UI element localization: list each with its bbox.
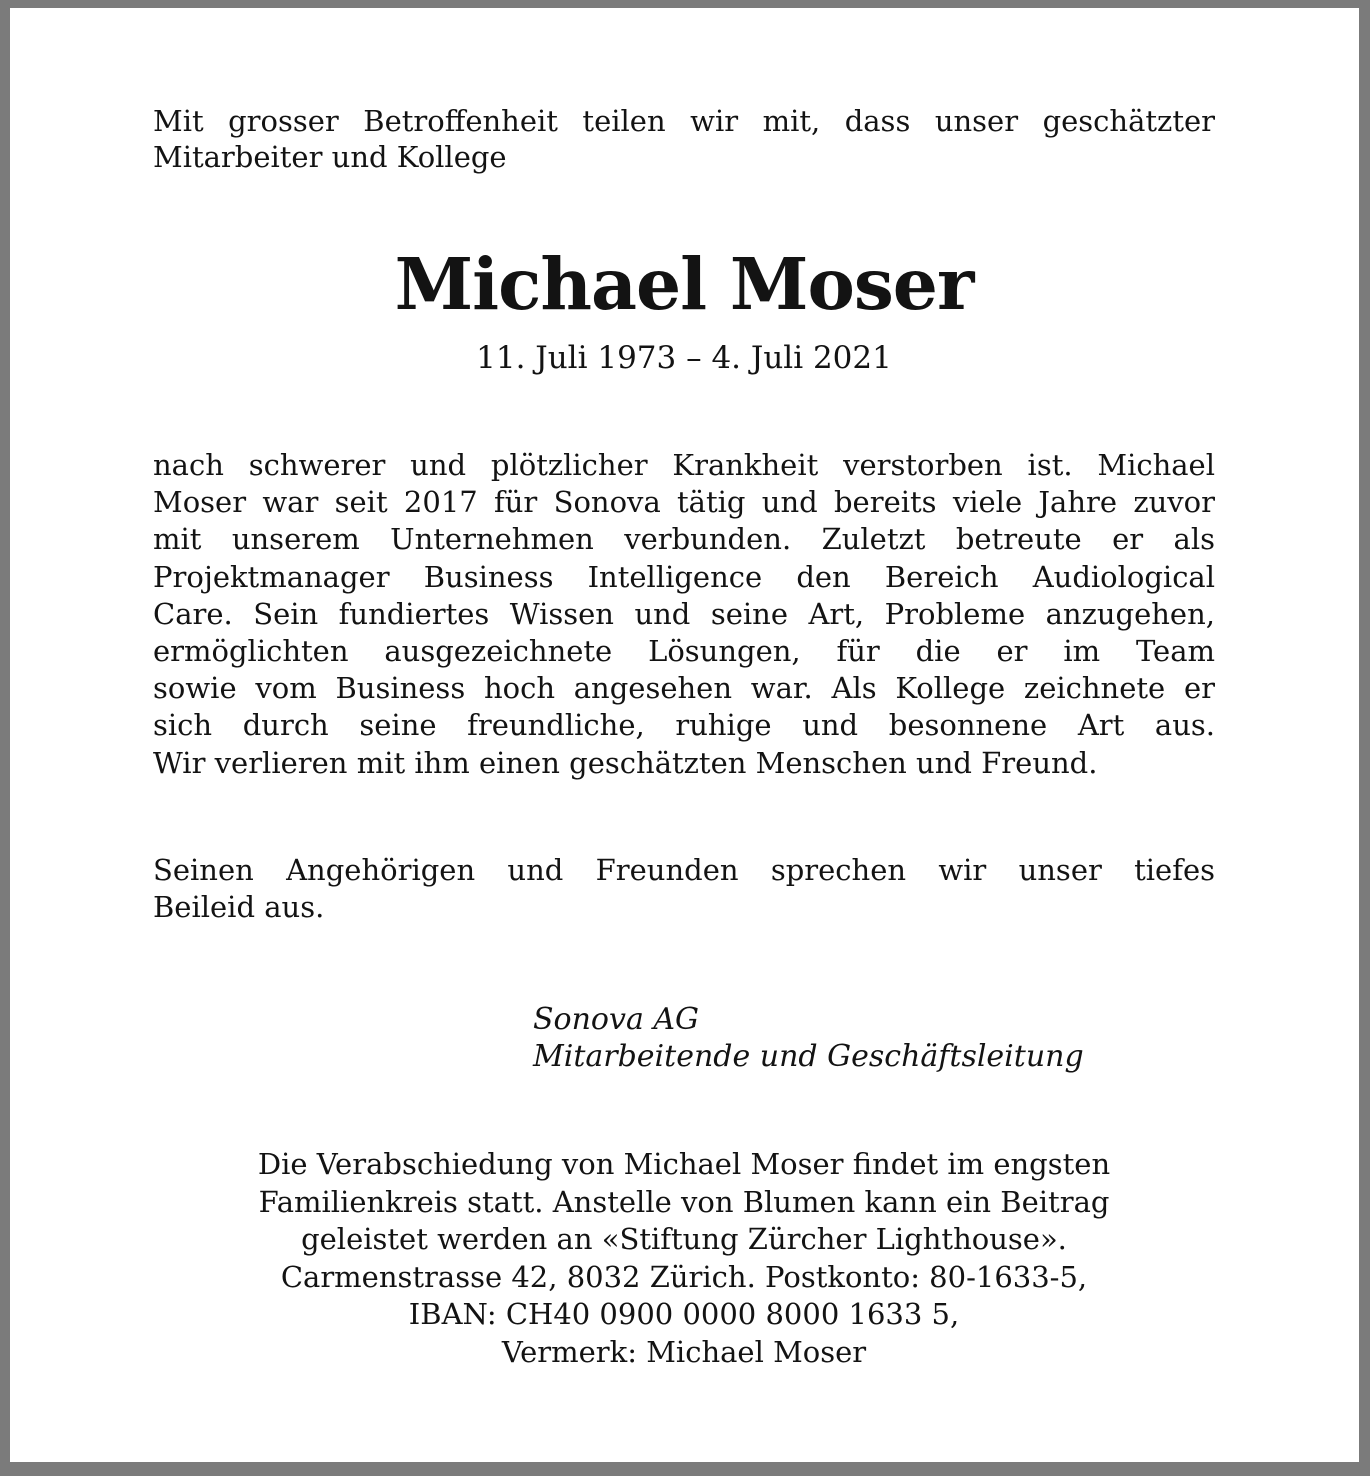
text-line: Carmenstrasse 42, 8032 Zürich. Postkonto: 80-1633-5, — [280, 1259, 1088, 1294]
text-line: Care. Sein fundiertes Wissen und seine Art, Probleme anzugehen, — [153, 596, 1215, 631]
text-line: IBAN: CH40 0900 0000 8000 1633 5, — [408, 1297, 960, 1331]
lifespan-dates: 11. Juli 1973 – 4. Juli 2021 — [476, 340, 892, 376]
signature-block — [533, 1001, 1084, 1075]
company-name: Sonova AG — [533, 1002, 699, 1037]
text-line: ermöglichten ausgezeichnete Lösungen, für die er im Team — [153, 634, 1215, 669]
text-line: mit unserem Unternehmen verbunden. Zuletzt betreute er als — [153, 522, 1215, 557]
funeral-info-block — [153, 1146, 1215, 1371]
text-line: Familienkreis statt. Anstelle von Blumen kann ein Beitrag — [258, 1184, 1110, 1219]
deceased-name: Michael Moser — [394, 242, 974, 326]
text-line: Seinen Angehörigen und Freunden sprechen wir unser tiefes — [153, 853, 1215, 887]
text-line: sich durch seine freundliche, ruhige und besonnene Art aus. — [153, 708, 1215, 743]
text-line: Projektmanager Business Intelligence den Bereich Audiological — [153, 559, 1215, 594]
text-line: Mitarbeiter und Kollege — [153, 140, 507, 174]
signature-line: Mitarbeitende und Geschäftsleitung — [533, 1039, 1084, 1074]
text-line: Vermerk: Michael Moser — [501, 1334, 867, 1369]
text-line: nach schwerer und plötzlicher Krankheit verstorben ist. Michael — [153, 448, 1215, 482]
intro-paragraph — [153, 103, 1215, 175]
text-line: Mit grosser Betroffenheit teilen wir mit, dass unser geschätzter — [153, 104, 1215, 138]
text-line: Beileid aus. — [153, 890, 325, 924]
obituary-body-paragraph — [153, 447, 1215, 782]
text-line: sowie vom Business hoch angesehen war. Als Kollege zeichnete er — [153, 671, 1215, 706]
condolence-paragraph — [153, 852, 1215, 926]
text-line: geleistet werden an «Stiftung Zürcher Lighthouse». — [301, 1222, 1067, 1256]
text-line: Die Verabschiedung von Michael Moser findet im engsten — [257, 1147, 1111, 1181]
text-line: Wir verlieren mit ihm einen geschätzten Menschen und Freund. — [153, 745, 1098, 780]
text-line: Moser war seit 2017 für Sonova tätig und bereits viele Jahre zuvor — [153, 485, 1215, 520]
